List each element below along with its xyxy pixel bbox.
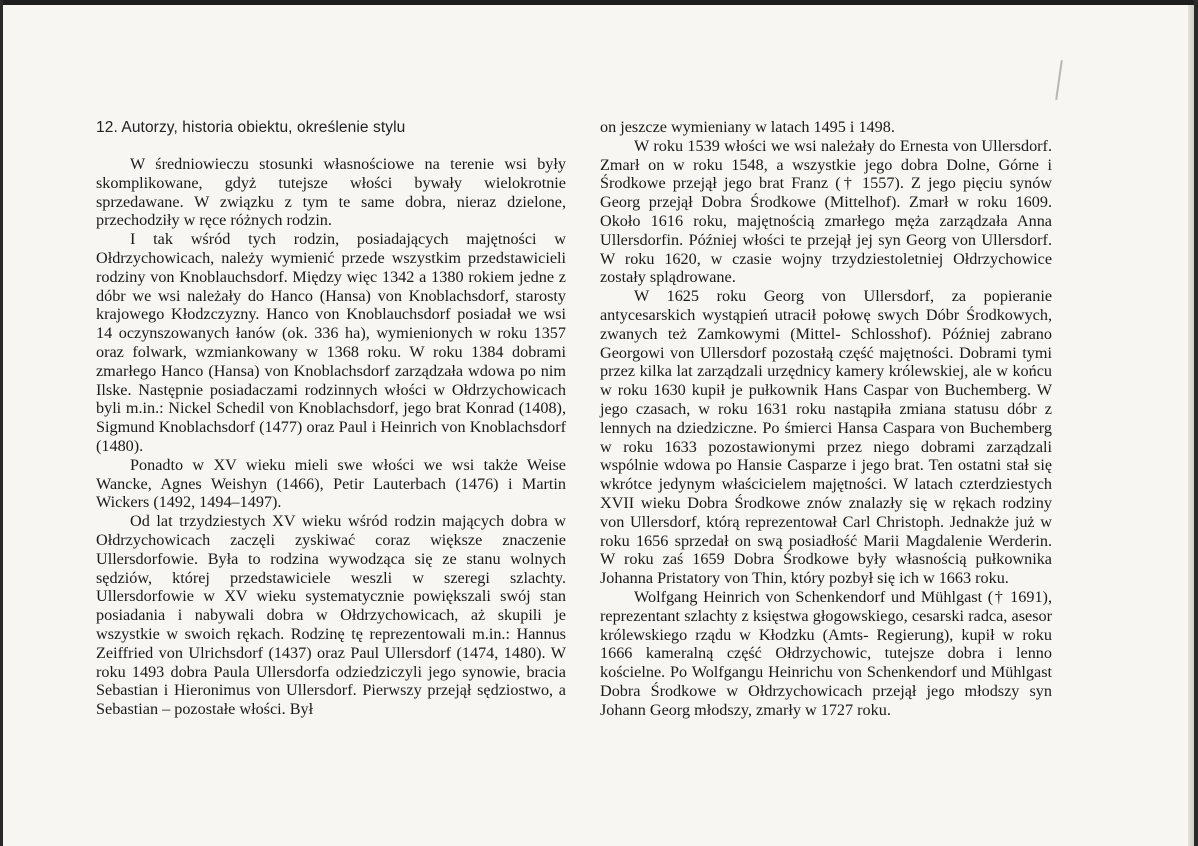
- right-column: [600, 118, 1052, 720]
- paragraph: W 1625 roku Georg von Ullersdorf, za popieranie antycesarskich wystąpień utracił połowę swych Dóbr Środkowych, zwanych też Zamkowymi (Mittel- Schlosshof). Później zabrano Georgowi von Ullersdorf pozostałą część majętności. Dobrami tymi przez kilka lat zarządzali urzędnicy kamery królewskiej, ale w końcu w roku 1630 kupił je pułkownik Hans Caspar von Buchemberg. W jego czasach, w roku 1631 roku nastąpiła zmiana statusu dóbr z lennych na dziedziczne. Po śmierci Hansa Caspara von Buchemberg w roku 1633 pozostawionymi przez niego dobrami zarządzali wspólnie wdowa po Hansie Casparze i jego brat. Ten ostatni stał się wkrótce jedynym właścicielem majętności. W latach czterdziestych XVII wieku Dobra Środkowe znów znalazły się w rękach rodziny von Ullersdorf, którą reprezentował Carl Christoph. Jednakże już w roku 1656 sprzedał on swą posiadłość Marii Magdalenie Werderin. W roku zaś 1659 Dobra Środkowe były własnością pułkownika Johanna Pristatory von Thin, który pozbył się ich w 1663 roku.: [600, 287, 1052, 588]
- scanner-edge-top: [0, 0, 1198, 5]
- section-heading: 12. Autorzy, historia obiektu, określenie stylu: [96, 119, 406, 136]
- paragraph: W roku 1539 włości we wsi należały do Ernesta von Ullersdorf. Zmarł on w roku 1548, a wszystkie jego dobra Dolne, Górne i Środkowe przejął jego brat Franz († 1557). Z jego pięciu synów Georg przejął Dobra Środkowe (Mittelhof). Zmarł w roku 1609. Około 1616 roku, majętnością zmarłego męża zarządzała Anna Ullersdorfin. Później włości te przejął jej syn Georg von Ullersdorf. W roku 1620, w czasie wojny trzydziestoletniej Ołdrzychowice zostały splądrowane.: [600, 136, 1052, 287]
- scanner-edge-left: [0, 0, 3, 846]
- paper-fold-shadow: [1188, 5, 1194, 846]
- paragraph: Od lat trzydziestych XV wieku wśród rodzin mających dobra w Ołdrzychowicach zaczęli zyskiwać coraz większe znaczenie Ullersdorfowie. Była to rodzina wywodząca się ze stanu wolnych sędziów, której przedstawiciele weszli w szeregi szlachty. Ullersdorfowie w XV wieku systematycznie powiększali swój stan posiadania i nabywali dobra w Ołdrzychowicach, aż skupili je wszystkie w swoich rękach. Rodzinę tę reprezentowali m.in.: Hannus Zeiffried von Ulrichsdorf (1437) oraz Paul Ullersdorf (1474, 1480). W roku 1493 dobra Paula Ullersdorfa odziedziczyli jego synowie, bracia Sebastian i Hieronimus von Ullersdorf. Pierwszy przejął sędziostwo, a Sebastian – pozostałe włości. Był: [96, 512, 566, 719]
- paragraph: W średniowieczu stosunki własnościowe na terenie wsi były skomplikowane, gdyż tutejsze włości bywały wielokrotnie sprzedawane. W związku z tym te same dobra, nieraz dzielone, przechodziły w ręce różnych rodzin.: [96, 155, 566, 230]
- paragraph-continuation: on jeszcze wymieniany w latach 1495 i 1498.: [600, 118, 895, 136]
- paragraph: Wolfgang Heinrich von Schenkendorf und Mühlgast († 1691), reprezentant szlachty z księstwa głogowskiego, cesarski radca, asesor królewskiego rządu w Kłodzku (Amts- Regierung), kupił w roku 1666 kameralną część Ołdrzychowic, tutejsze dobra i lenno kościelne. Po Wolfgangu Heinrichu von Schenkendorf und Mühlgast Dobra Środkowe w Ołdrzychowicach przejął jego młodszy syn Johann Georg młodszy, zmarły w 1727 roku.: [600, 587, 1052, 719]
- pencil-mark: [1055, 60, 1063, 100]
- left-column: [96, 118, 566, 719]
- paragraph: Ponadto w XV wieku mieli swe włości we wsi także Weise Wancke, Agnes Weishyn (1466), Petir Lauterbach (1476) i Martin Wickers (1492, 1494–1497).: [96, 455, 566, 512]
- scanner-edge-right: [1194, 0, 1198, 846]
- paragraph: I tak wśród tych rodzin, posiadających majętności w Ołdrzychowicach, należy wymienić przede wszystkim przedstawicieli rodziny von Knoblauchsdorf. Między więc 1342 a 1380 rokiem jedne z dóbr we wsi należały do Hanco (Hansa) von Knoblachsdorf, starosty krajowego Kłodzczyzny. Hanco von Knoblauchsdorf posiadał we wsi 14 oczynszowanych łanów (ok. 336 ha), wymienionych w roku 1357 oraz folwark, wzmiankowany w 1368 roku. W roku 1384 dobrami zmarłego Hanco (Hansa) von Knoblachsdorf zarządzała wdowa po nim Ilske. Następnie posiadaczami rodzinnych włości w Ołdrzychowicach byli m.in.: Nickel Schedil von Knoblachsdorf, jego brat Konrad (1408), Sigmund Knoblachsdorf (1477) oraz Paul i Heinrich von Knoblachsdorf (1480).: [96, 230, 566, 455]
